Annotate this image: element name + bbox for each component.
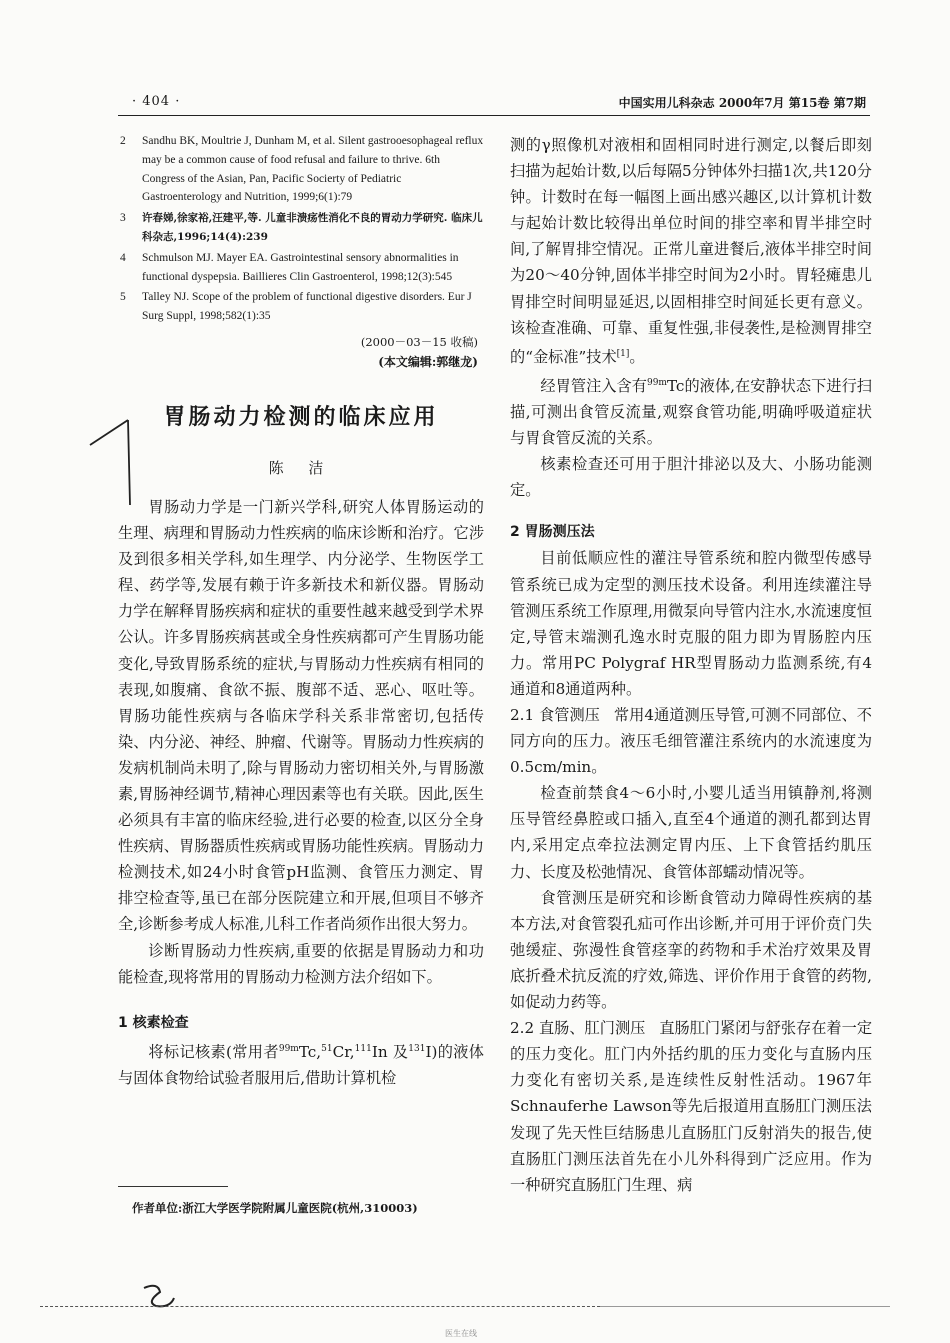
reference-text: Schmulson MJ. Mayer EA. Gastrointestinal sensory abnormalities in functional dyspepsia. Baillieres Clin Gastroenterol, 1998;12(3):545 bbox=[142, 251, 459, 283]
nuclide-paragraph-2: 经胃管注入含有$^{99m}$Tc的液体,在安静状态下进行扫描,可测出食管反流量,观察食管功能,明确呼吸道症状与胃食管反流的关系。 bbox=[510, 376, 872, 448]
esophageal-paragraph: 检查前禁食4～6小时,小婴儿适当用镇静剂,将测压导管经鼻腔或口插入,直至4个通道的测孔都到达胃内,采用定点牵拉法测定胃内压、上下食管括约肌压力、长度及松弛情况、食管体部蠕动情况等。 bbox=[510, 784, 872, 881]
handwritten-mark-icon bbox=[70, 415, 140, 515]
subsection-2-2: 2.2 直肠、肛门测压 直肠肛门紧闭与舒张存在着一定的压力变化。肛门内外括约肌的压力变化与直肠内压力变化有密切关系,是连续性反射性活动。1967年Schnauferhe Lawson等先后报道用直肠肛门测压法发现了先天性巨结肠患儿直肠肛门反射消失的报告,使直肠肛门测压法首先在小儿外科得到广泛应用。作为一种研究直肠肛门生理、病 bbox=[510, 1019, 873, 1194]
article-author: 陈 洁 bbox=[268, 458, 334, 477]
reference-text: Talley NJ. Scope of the problem of functional digestive disorders. Eur J Surg Suppl, 1998;582(1):35 bbox=[142, 291, 472, 323]
nuclide-paragraph-3: 核素检查还可用于胆汁排泌以及大、小肠功能测定。 bbox=[510, 455, 872, 500]
section-heading-1: 1 核素检查 bbox=[118, 1014, 189, 1031]
bottom-rule-right bbox=[600, 1306, 890, 1307]
reference-text: Sandhu BK, Moultrie J, Dunham M, et al. Silent gastrooesophageal reflux may be a common cause of food refusal and failure to thrive. 6th Congress of the Asian, Pan, Pacific Socierty of Pediatric Gastroenterology and Nutrition, 1999;6(1):79 bbox=[142, 135, 484, 204]
editor-credit: (本文编辑:郭继龙) bbox=[378, 354, 478, 369]
author-affiliation: 作者单位:浙江大学医学院附属儿童医院(杭州,310003) bbox=[132, 1201, 418, 1215]
intro-paragraph-2: 诊断胃肠动力性疾病,重要的依据是胃肠动力和功能检查,现将常用的胃肠动力检测方法介绍如下。 bbox=[118, 941, 484, 986]
reference-item bbox=[118, 249, 484, 287]
received-date: (2000－03－15 收稿) bbox=[360, 334, 478, 349]
reference-text: 许春娣,徐家裕,汪建平,等. 儿童非溃疡性消化不良的胃动力学研究. 临床儿科杂志,1996;14(4):239 bbox=[142, 212, 483, 243]
intro-paragraph: 胃肠动力学是一门新兴学科,研究人体胃肠运动的生理、病理和胃肠动力性疾病的临床诊断和治疗。它涉及到很多相关学科,如生理学、内分泌学、生物医学工程、药学等,发展有赖于许多新技术和新仪器。胃肠动力学在解释胃肠疾病和症状的重要性越来越受到学术界公认。许多胃肠疾病甚或全身性疾病都可产生胃肠功能变化,导致胃肠系统的症状,与胃肠动力性疾病有相同的表现,如腹痛、食欲不振、腹部不适、恶心、呕吐等。胃肠功能性疾病与各临床学科关系非常密切,包括传染、内分泌、神经、肿瘤、代谢等。胃肠动力性疾病的发病机制尚未明了,除与胃肠动力密切相关外,与胃肠激素,胃肠神经调节,精神心理因素等也有关联。因此,医生必须具有丰富的临床经验,进行必要的检查,以区分全身性疾病、胃肠器质性疾病或胃肠功能性疾病。胃肠动力检测技术,如24小时食管pH监测、食管压力测定、胃排空检查等,虽已在部分医院建立和开展,但项目不够齐全,诊断参考成人标准,儿科工作者尚须作出很大努力。 bbox=[118, 497, 484, 934]
subsection-heading: 2.2 直肠、肛门测压 bbox=[510, 1019, 646, 1038]
subsection-heading: 2.1 食管测压 bbox=[510, 706, 600, 724]
subsection-2-1: 2.1 食管测压 常用4通道测压导管,可测不同部位、不同方向的压力。液压毛细管灌注系统内的水流速度为0.5cm/min。 bbox=[510, 706, 872, 777]
article-title: 胃肠动力检测的临床应用 bbox=[163, 404, 439, 430]
footnote-rule bbox=[118, 1186, 228, 1187]
reference-item bbox=[118, 288, 484, 326]
reference-number: 2 bbox=[120, 135, 126, 147]
esophageal-paragraph-2: 食管测压是研究和诊断食管动力障碍性疾病的基本方法,对食管裂孔疝可作出诊断,并可用于评价贲门失弛缓症、弥漫性食管痉挛的药物和手术治疗效果及胃底折叠术抗反流的疗效,筛选、评价作用于食管的药物,如促动力药等。 bbox=[510, 888, 872, 1012]
manometry-paragraph: 目前低顺应性的灌注导管系统和腔内微型传感导管系统已成为定型的测压技术设备。利用连续灌注导管测压系统工作原理,用微泵向导管内注水,水流速度恒定,导管末端测孔逸水时克服的阻力即为胃肠腔内压力。常用PC Polygraf HR型胃肠动力监测系统,有4通道和8通道两种。 bbox=[510, 549, 872, 698]
section-heading-2: 2 胃肠测压法 bbox=[510, 524, 595, 541]
page-number: · 404 · bbox=[132, 94, 181, 109]
header-rule bbox=[118, 115, 870, 116]
reference-item bbox=[118, 132, 484, 207]
reference-number: 3 bbox=[120, 212, 126, 225]
left-column bbox=[118, 132, 484, 1091]
nuclide-paragraph: 测的γ照像机对液相和固相同时进行测定,以餐后即刻扫描为起始计数,以后每隔5分钟体外扫描1次,共120分钟。计数时在每一幅图上画出感兴趣区,以计算机计数与起始计数比较得出单位时间的排空率和胃半排空时间,了解胃排空情况。正常儿童进餐后,液体半排空时间为20～40分钟,固体半排空时间为2小时。胃轻瘫患儿胃排空时间明显延迟,以固相排空时间延长更有意义。该检查准确、可靠、重复性强,非侵袭性,是检测胃排空的“金标准”技术[1]。 bbox=[510, 136, 872, 366]
right-column bbox=[510, 132, 872, 1198]
reference-number: 4 bbox=[120, 251, 126, 264]
section-1-paragraph: 将标记核素(常用者$^{99m}$Tc,$^{51}$Cr,$^{111}$In 及$^{131}$I)的液体与固体食物给试验者服用后,借助计算机检 bbox=[118, 1042, 484, 1087]
reference-number: 5 bbox=[120, 291, 126, 304]
watermark-text: 医生在线 bbox=[445, 1329, 477, 1338]
reference-item bbox=[118, 209, 484, 247]
journal-header: 中国实用儿科杂志 2000年7月 第15卷 第7期 bbox=[618, 96, 866, 110]
bottom-rule bbox=[40, 1306, 600, 1307]
